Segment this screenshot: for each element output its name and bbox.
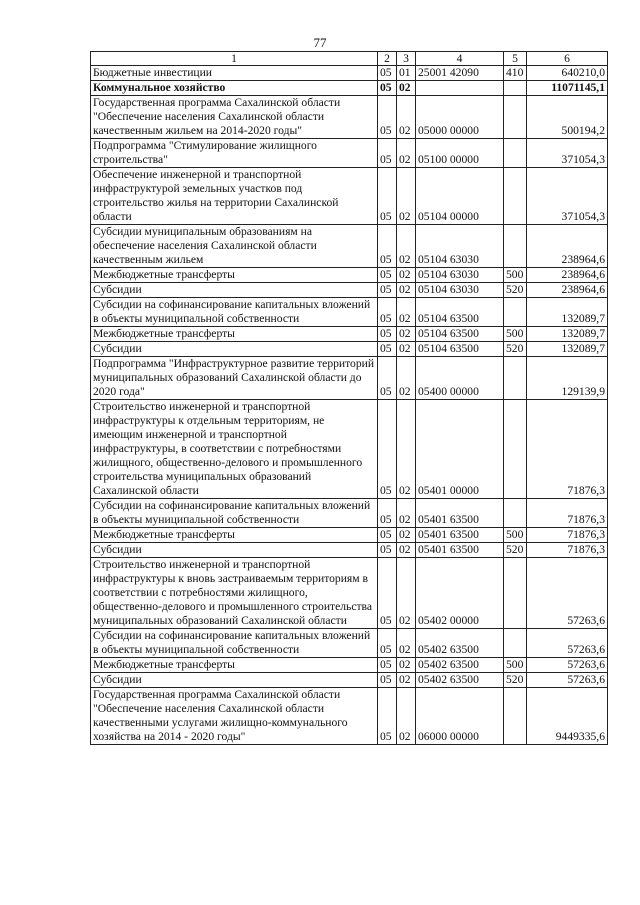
row-subsection-code: 02 xyxy=(397,81,416,96)
row-target-article-code: 05401 00000 xyxy=(416,400,504,499)
row-name-cell: Межбюджетные трансферты xyxy=(91,327,378,342)
row-expense-type-code xyxy=(504,499,527,528)
row-section-code: 05 xyxy=(378,225,397,268)
row-target-article-code: 05104 63030 xyxy=(416,225,504,268)
row-subsection-code: 02 xyxy=(397,283,416,298)
row-name-cell: Строительство инженерной и транспортной инфраструктуры к отдельным территориям, не имеющим инженерной и транспортной инфраструктуры, в соответствии с потребностями жилищного, общественно-делового и промышленного строительства муниципальных образований Сахалинской области xyxy=(91,400,378,499)
row-subsection-code: 02 xyxy=(397,139,416,168)
row-amount: 11071145,1 xyxy=(527,81,608,96)
row-expense-type-code xyxy=(504,357,527,400)
row-section-code: 05 xyxy=(378,66,397,81)
row-subsection-code: 02 xyxy=(397,400,416,499)
row-section-code: 05 xyxy=(378,499,397,528)
row-name-cell: Межбюджетные трансферты xyxy=(91,268,378,283)
column-header-csr: 4 xyxy=(416,52,504,66)
row-section-code: 05 xyxy=(378,688,397,745)
row-target-article-code: 05100 00000 xyxy=(416,139,504,168)
row-target-article-code xyxy=(416,81,504,96)
table-row xyxy=(91,268,608,283)
row-section-code: 05 xyxy=(378,357,397,400)
table-row xyxy=(91,327,608,342)
row-name-cell: Подпрограмма "Стимулирование жилищного строительства" xyxy=(91,139,378,168)
row-section-code: 05 xyxy=(378,139,397,168)
row-name-cell: Межбюджетные трансферты xyxy=(91,528,378,543)
row-name-cell: Обеспечение инженерной и транспортной инфраструктурой земельных участков под строительство жилья на территории Сахалинской области xyxy=(91,168,378,225)
column-header-rz: 2 xyxy=(378,52,397,66)
table-row xyxy=(91,629,608,658)
row-target-article-code: 05402 63500 xyxy=(416,658,504,673)
table-row xyxy=(91,139,608,168)
table-row xyxy=(91,225,608,268)
row-section-code: 05 xyxy=(378,168,397,225)
row-name-cell: Межбюджетные трансферты xyxy=(91,658,378,673)
row-amount: 132089,7 xyxy=(527,327,608,342)
row-target-article-code: 05400 00000 xyxy=(416,357,504,400)
row-amount: 132089,7 xyxy=(527,298,608,327)
table-row xyxy=(91,66,608,81)
row-subsection-code: 02 xyxy=(397,357,416,400)
row-subsection-code: 02 xyxy=(397,342,416,357)
header-row xyxy=(91,52,608,66)
row-subsection-code: 02 xyxy=(397,96,416,139)
table-row xyxy=(91,283,608,298)
table-row xyxy=(91,658,608,673)
column-header-amount: 6 xyxy=(527,52,608,66)
row-expense-type-code: 520 xyxy=(504,283,527,298)
row-target-article-code: 05401 63500 xyxy=(416,543,504,558)
row-expense-type-code xyxy=(504,96,527,139)
row-name-cell: Государственная программа Сахалинской области "Обеспечение населения Сахалинской области качественными услугами жилищно-коммунального хозяйства на 2014 - 2020 годы" xyxy=(91,688,378,745)
row-subsection-code: 01 xyxy=(397,66,416,81)
row-expense-type-code xyxy=(504,629,527,658)
row-amount: 500194,2 xyxy=(527,96,608,139)
table-row xyxy=(91,528,608,543)
table-row xyxy=(91,543,608,558)
table-row xyxy=(91,168,608,225)
row-section-code: 05 xyxy=(378,400,397,499)
row-subsection-code: 02 xyxy=(397,688,416,745)
row-expense-type-code: 520 xyxy=(504,543,527,558)
row-subsection-code: 02 xyxy=(397,543,416,558)
row-name-cell: Субсидии xyxy=(91,673,378,688)
row-amount: 57263,6 xyxy=(527,673,608,688)
row-subsection-code: 02 xyxy=(397,673,416,688)
row-expense-type-code xyxy=(504,225,527,268)
table-row xyxy=(91,96,608,139)
row-target-article-code: 06000 00000 xyxy=(416,688,504,745)
row-target-article-code: 05402 00000 xyxy=(416,558,504,629)
row-name-cell: Субсидии на софинансирование капитальных вложений в объекты муниципальной собственности xyxy=(91,629,378,658)
row-subsection-code: 02 xyxy=(397,658,416,673)
row-section-code: 05 xyxy=(378,342,397,357)
column-header-pr: 3 xyxy=(397,52,416,66)
table-row xyxy=(91,298,608,327)
row-name-cell: Коммунальное хозяйство xyxy=(91,81,378,96)
table-row xyxy=(91,400,608,499)
row-expense-type-code xyxy=(504,688,527,745)
row-amount: 9449335,6 xyxy=(527,688,608,745)
row-section-code: 05 xyxy=(378,543,397,558)
row-target-article-code: 05000 00000 xyxy=(416,96,504,139)
table-row xyxy=(91,688,608,745)
row-target-article-code: 05401 63500 xyxy=(416,528,504,543)
row-amount: 640210,0 xyxy=(527,66,608,81)
row-subsection-code: 02 xyxy=(397,499,416,528)
row-amount: 71876,3 xyxy=(527,528,608,543)
row-section-code: 05 xyxy=(378,268,397,283)
row-target-article-code: 25001 42090 xyxy=(416,66,504,81)
row-expense-type-code xyxy=(504,400,527,499)
row-name-cell: Субсидии xyxy=(91,543,378,558)
row-amount: 57263,6 xyxy=(527,629,608,658)
row-section-code: 05 xyxy=(378,298,397,327)
row-section-code: 05 xyxy=(378,283,397,298)
row-subsection-code: 02 xyxy=(397,558,416,629)
row-expense-type-code: 520 xyxy=(504,342,527,357)
row-target-article-code: 05402 63500 xyxy=(416,629,504,658)
row-target-article-code: 05104 63500 xyxy=(416,327,504,342)
row-section-code: 05 xyxy=(378,558,397,629)
row-target-article-code: 05104 63500 xyxy=(416,342,504,357)
row-name-cell: Субсидии на софинансирование капитальных вложений в объекты муниципальной собственности xyxy=(91,499,378,528)
row-amount: 129139,9 xyxy=(527,357,608,400)
row-name-cell: Субсидии муниципальным образованиям на обеспечение населения Сахалинской области качественным жильем xyxy=(91,225,378,268)
row-section-code: 05 xyxy=(378,81,397,96)
row-name-cell: Государственная программа Сахалинской области "Обеспечение населения Сахалинской области качественным жильем на 2014-2020 годы" xyxy=(91,96,378,139)
row-amount: 71876,3 xyxy=(527,400,608,499)
row-amount: 57263,6 xyxy=(527,558,608,629)
row-subsection-code: 02 xyxy=(397,327,416,342)
row-amount: 371054,3 xyxy=(527,168,608,225)
row-name-cell: Субсидии xyxy=(91,342,378,357)
row-expense-type-code: 500 xyxy=(504,327,527,342)
row-name-cell: Подпрограмма "Инфраструктурное развитие территорий муниципальных образований Сахалинской области до 2020 года" xyxy=(91,357,378,400)
row-name-cell: Субсидии xyxy=(91,283,378,298)
row-section-code: 05 xyxy=(378,96,397,139)
column-header-vr: 5 xyxy=(504,52,527,66)
row-expense-type-code: 500 xyxy=(504,658,527,673)
row-section-code: 05 xyxy=(378,327,397,342)
row-expense-type-code: 410 xyxy=(504,66,527,81)
row-section-code: 05 xyxy=(378,629,397,658)
row-expense-type-code: 520 xyxy=(504,673,527,688)
row-amount: 57263,6 xyxy=(527,658,608,673)
page-number: 77 xyxy=(313,35,327,50)
row-target-article-code: 05104 63030 xyxy=(416,268,504,283)
row-expense-type-code xyxy=(504,139,527,168)
table-row xyxy=(91,673,608,688)
row-subsection-code: 02 xyxy=(397,298,416,327)
row-amount: 238964,6 xyxy=(527,268,608,283)
table-row xyxy=(91,342,608,357)
budget-table xyxy=(90,51,608,745)
row-amount: 71876,3 xyxy=(527,499,608,528)
row-expense-type-code: 500 xyxy=(504,528,527,543)
row-target-article-code: 05402 63500 xyxy=(416,673,504,688)
row-subsection-code: 02 xyxy=(397,225,416,268)
row-target-article-code: 05104 63500 xyxy=(416,298,504,327)
row-expense-type-code xyxy=(504,168,527,225)
row-expense-type-code: 500 xyxy=(504,268,527,283)
row-expense-type-code xyxy=(504,81,527,96)
table-row xyxy=(91,558,608,629)
row-amount: 132089,7 xyxy=(527,342,608,357)
row-target-article-code: 05104 00000 xyxy=(416,168,504,225)
row-amount: 238964,6 xyxy=(527,225,608,268)
row-section-code: 05 xyxy=(378,658,397,673)
row-subsection-code: 02 xyxy=(397,268,416,283)
row-target-article-code: 05401 63500 xyxy=(416,499,504,528)
table-row xyxy=(91,499,608,528)
table-row xyxy=(91,357,608,400)
table-row xyxy=(91,81,608,96)
row-name-cell: Строительство инженерной и транспортной инфраструктуры к вновь застраиваемым территориям в соответствии с потребностями жилищного, общественно-делового и промышленного строительства муниципальных образований Сахалинской области xyxy=(91,558,378,629)
row-subsection-code: 02 xyxy=(397,629,416,658)
row-name-cell: Субсидии на софинансирование капитальных вложений в объекты муниципальной собственности xyxy=(91,298,378,327)
row-target-article-code: 05104 63030 xyxy=(416,283,504,298)
row-amount: 371054,3 xyxy=(527,139,608,168)
row-amount: 238964,6 xyxy=(527,283,608,298)
row-expense-type-code xyxy=(504,298,527,327)
row-amount: 71876,3 xyxy=(527,543,608,558)
row-subsection-code: 02 xyxy=(397,168,416,225)
row-name-cell: Бюджетные инвестиции xyxy=(91,66,378,81)
row-section-code: 05 xyxy=(378,673,397,688)
row-section-code: 05 xyxy=(378,528,397,543)
row-subsection-code: 02 xyxy=(397,528,416,543)
row-expense-type-code xyxy=(504,558,527,629)
column-header-name: 1 xyxy=(91,52,378,66)
